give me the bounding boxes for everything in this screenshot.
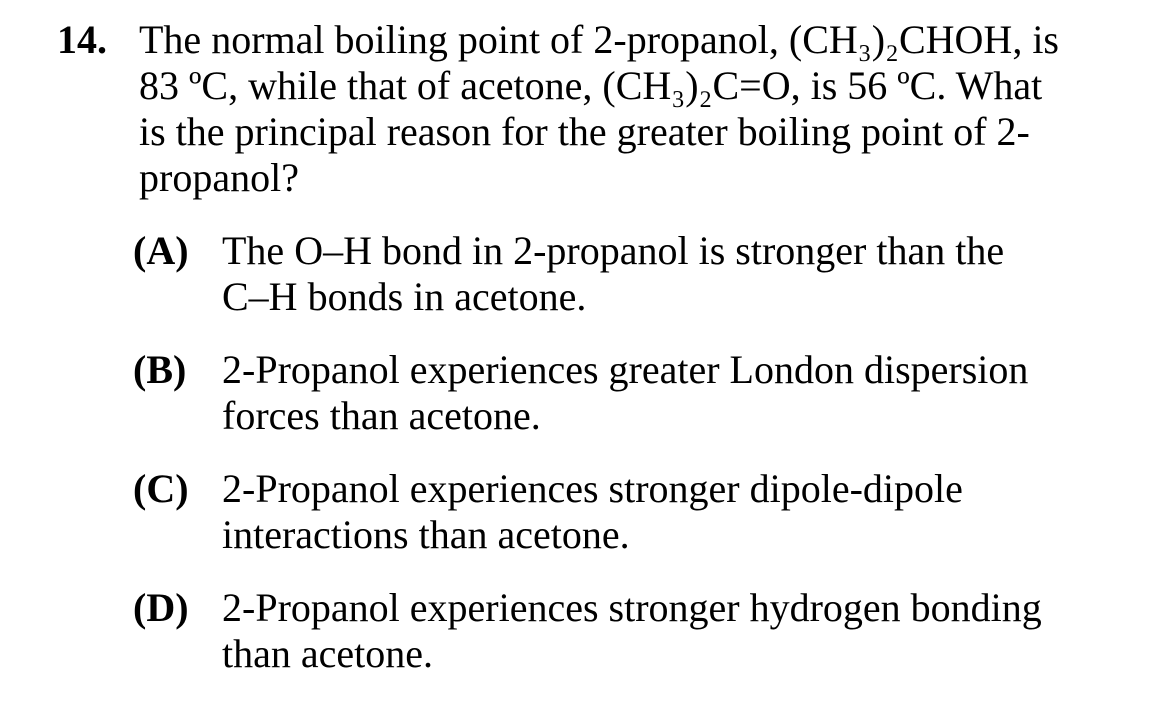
choice-text-b <box>222 347 1122 439</box>
choice-text-line: interactions than acetone. <box>222 512 630 557</box>
question-stem-line: propanol? <box>139 155 299 200</box>
question-stem-line: The normal boiling point of 2-propanol, (CH₃)₂CHOH, is <box>139 17 1059 62</box>
choice-text-line: 2-Propanol experiences stronger hydrogen bonding <box>222 585 1042 630</box>
choice-text-line: forces than acetone. <box>222 393 541 438</box>
choice-text-line: The O–H bond in 2-propanol is stronger than the <box>222 228 1005 273</box>
choice-text-d <box>222 585 1122 677</box>
choice-text-c <box>222 466 1122 558</box>
choice-text-line: 2-Propanol experiences stronger dipole-dipole <box>222 466 963 511</box>
choice-letter-b: (B) <box>133 347 187 392</box>
choice-letter-d: (D) <box>133 585 189 630</box>
question-number: 14. <box>57 17 107 62</box>
choice-letter-c: (C) <box>133 466 189 511</box>
question-stem-line: is the principal reason for the greater boiling point of 2- <box>139 109 1030 154</box>
question-stem-line: 83 ºC, while that of acetone, (CH₃)₂C=O, is 56 ºC. What <box>139 63 1043 108</box>
choice-text-line: 2-Propanol experiences greater London dispersion <box>222 347 1029 392</box>
choice-text-line: than acetone. <box>222 631 433 676</box>
choice-text-a <box>222 228 1122 320</box>
choice-letter-a: (A) <box>133 228 189 273</box>
question-stem <box>139 17 1119 201</box>
choice-text-line: C–H bonds in acetone. <box>222 274 587 319</box>
